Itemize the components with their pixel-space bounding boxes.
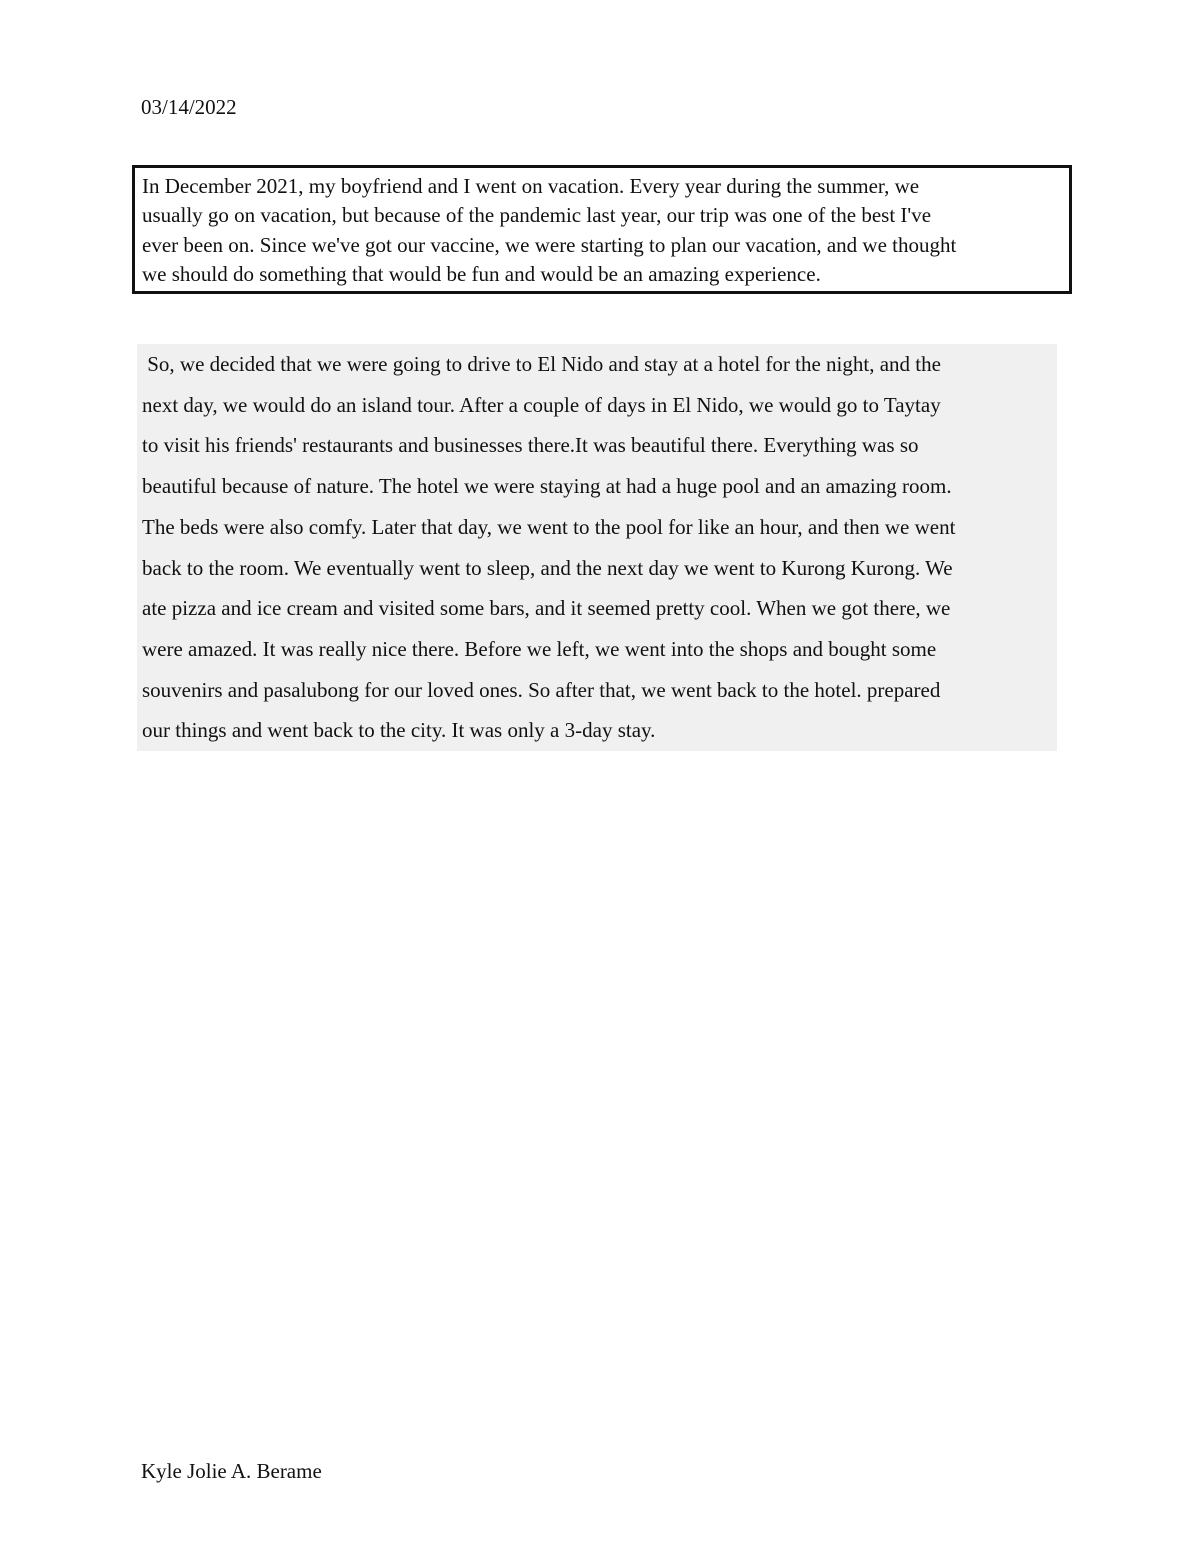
intro-line: we should do something that would be fun and would be an amazing experience. [142,261,821,286]
body-line: The beds were also comfy. Later that day, we went to the pool for like an hour, and then we went [142,514,956,539]
body-line: were amazed. It was really nice there. Before we left, we went into the shops and bought some [142,636,937,661]
intro-line: usually go on vacation, but because of the pandemic last year, our trip was one of the best I've [142,203,932,228]
intro-paragraph-box [132,165,1072,294]
intro-line: ever been on. Since we've got our vaccine, we were starting to plan our vacation, and we thought [142,232,957,257]
body-line: to visit his friends' restaurants and businesses there.It was beautiful there. Everything was so [142,433,919,458]
body-line: our things and went back to the city. It was only a 3-day stay. [142,718,656,743]
body-line: ate pizza and ice cream and visited some bars, and it seemed pretty cool. When we got there, we [142,596,951,621]
body-line: back to the room. We eventually went to sleep, and the next day we went to Kurong Kurong. We [142,555,953,580]
body-line: beautiful because of nature. The hotel we were staying at had a huge pool and an amazing room. [142,474,952,499]
author-name: Kyle Jolie A. Berame [141,1459,322,1483]
intro-line: In December 2021, my boyfriend and I went on vacation. Every year during the summer, we [142,174,920,198]
body-line: next day, we would do an island tour. After a couple of days in El Nido, we would go to Taytay [142,392,941,417]
body-paragraph-highlighted [137,344,1057,751]
body-line: souvenirs and pasalubong for our loved ones. So after that, we went back to the hotel. prepared [142,677,941,702]
body-line: So, we decided that we were going to drive to El Nido and stay at a hotel for the night, and the [142,352,941,376]
document-date: 03/14/2022 [141,95,237,119]
